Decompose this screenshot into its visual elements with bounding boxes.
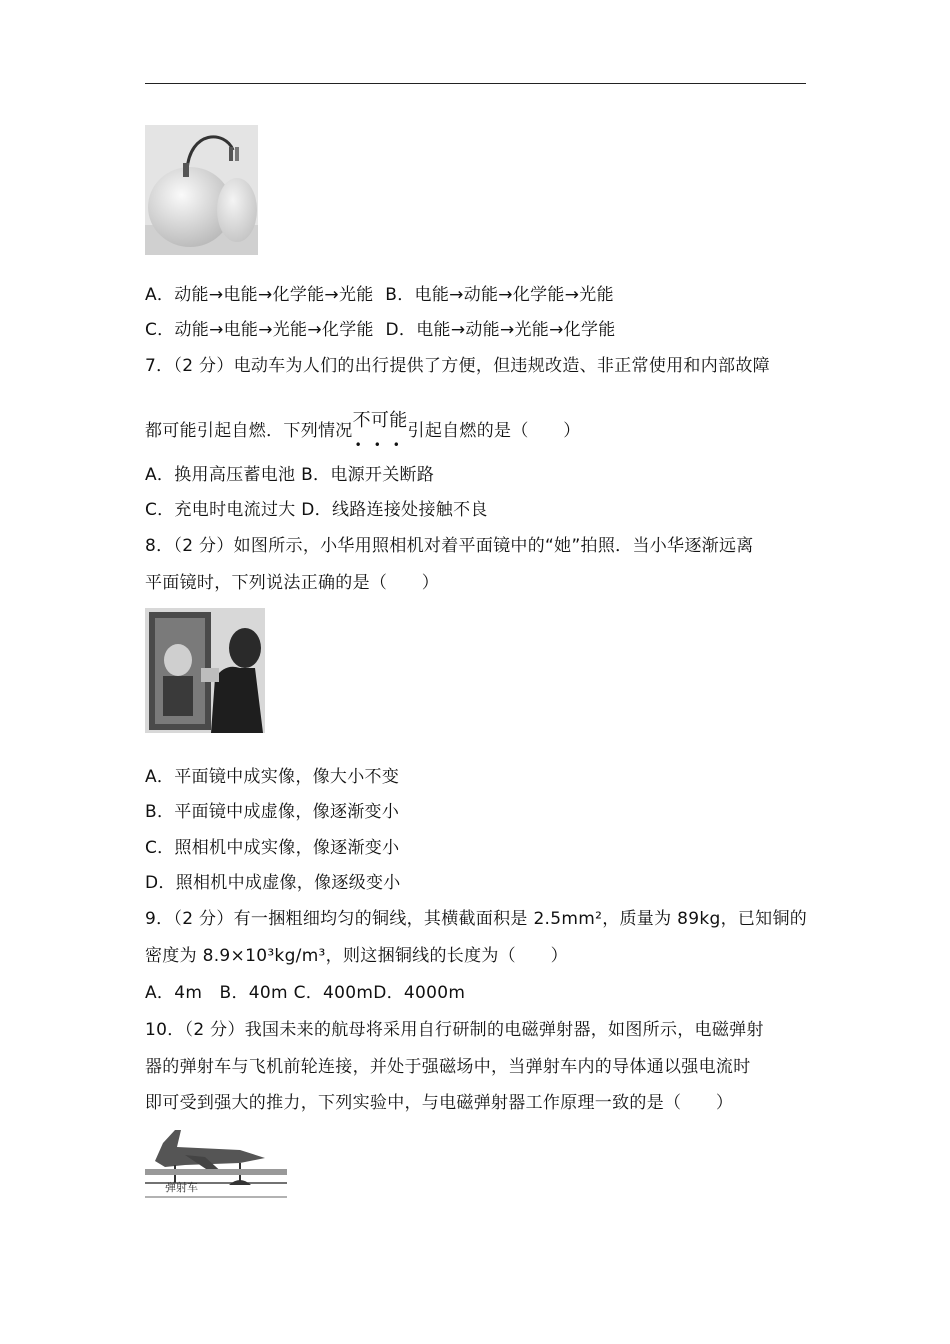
q8-stem-line1: 8．（2 分）如图所示，小华用照相机对着平面镜中的“她”拍照．当小华逐渐远离 (145, 536, 754, 556)
q7-option-d[interactable]: D．线路连接处接触不良 (301, 500, 488, 520)
q9-options[interactable]: A．4m B．40m C．400mD．4000m (145, 983, 466, 1003)
q9-stem-line1: 9．（2 分）有一捆粗细均匀的铜线，其横截面积是 2.5mm²，质量为 89kg，已知铜的 (145, 909, 808, 929)
q10-stem-line1: 10．（2 分）我国未来的航母将采用自行研制的电磁弹射器，如图所示，电磁弹射 (145, 1020, 764, 1040)
q6-option-a[interactable]: A．动能→电能→化学能→光能 (145, 285, 374, 305)
q7-options-row1 (145, 464, 434, 486)
q10-stem-line2: 器的弹射车与飞机前轮连接，并处于强磁场中，当弹射车内的导体通以强电流时 (145, 1057, 751, 1077)
q6-option-d[interactable]: D．电能→动能→光能→化学能 (385, 320, 616, 340)
q6-option-b[interactable]: B．电能→动能→化学能→光能 (385, 285, 614, 305)
q8-option-b[interactable]: B．平面镜中成虚像，像逐渐变小 (145, 802, 400, 822)
q6-option-c[interactable]: C．动能→电能→光能→化学能 (145, 320, 374, 340)
emphasis-dots: ••• (354, 438, 412, 452)
q7-option-b[interactable]: B．电源开关断路 (301, 465, 435, 485)
q7-option-c[interactable]: C．充电时电流过大 (145, 500, 296, 520)
q8-option-a[interactable]: A．平面镜中成实像，像大小不变 (145, 767, 400, 787)
mirror-photo (145, 608, 265, 733)
q6-options-row1 (145, 284, 614, 306)
q8-option-d[interactable]: D．照相机中成虚像，像逐级变小 (145, 873, 401, 893)
q7-stem-line2: 都可能引起自燃．下列情况不可能 ••• 引起自燃的是（ ） (145, 420, 581, 442)
q8-stem-line2: 平面镜时，下列说法正确的是（ ） (145, 573, 440, 593)
q6-options-row2 (145, 319, 616, 341)
q7-stem-line1: 7．（2 分）电动车为人们的出行提供了方便，但违规改造、非正常使用和内部故障 (145, 356, 770, 376)
q8-option-c[interactable]: C．照相机中成实像，像逐渐变小 (145, 838, 400, 858)
q10-stem-line3: 即可受到强大的推力，下列实验中，与电磁弹射器工作原理一致的是（ ） (145, 1093, 734, 1113)
q7-emphasis: 不可能 ••• (353, 420, 408, 442)
q7-option-a[interactable]: A．换用高压蓄电池 (145, 465, 296, 485)
q9-stem-line2: 密度为 8.9×10³kg/m³，则这捆铜线的长度为（ ） (145, 946, 568, 966)
header-rule (145, 83, 806, 84)
fruit-battery-photo (145, 125, 258, 255)
q7-options-row2 (145, 499, 488, 521)
catapult-figure (145, 1125, 287, 1200)
catapult-label: 弹射车 (165, 1181, 198, 1194)
